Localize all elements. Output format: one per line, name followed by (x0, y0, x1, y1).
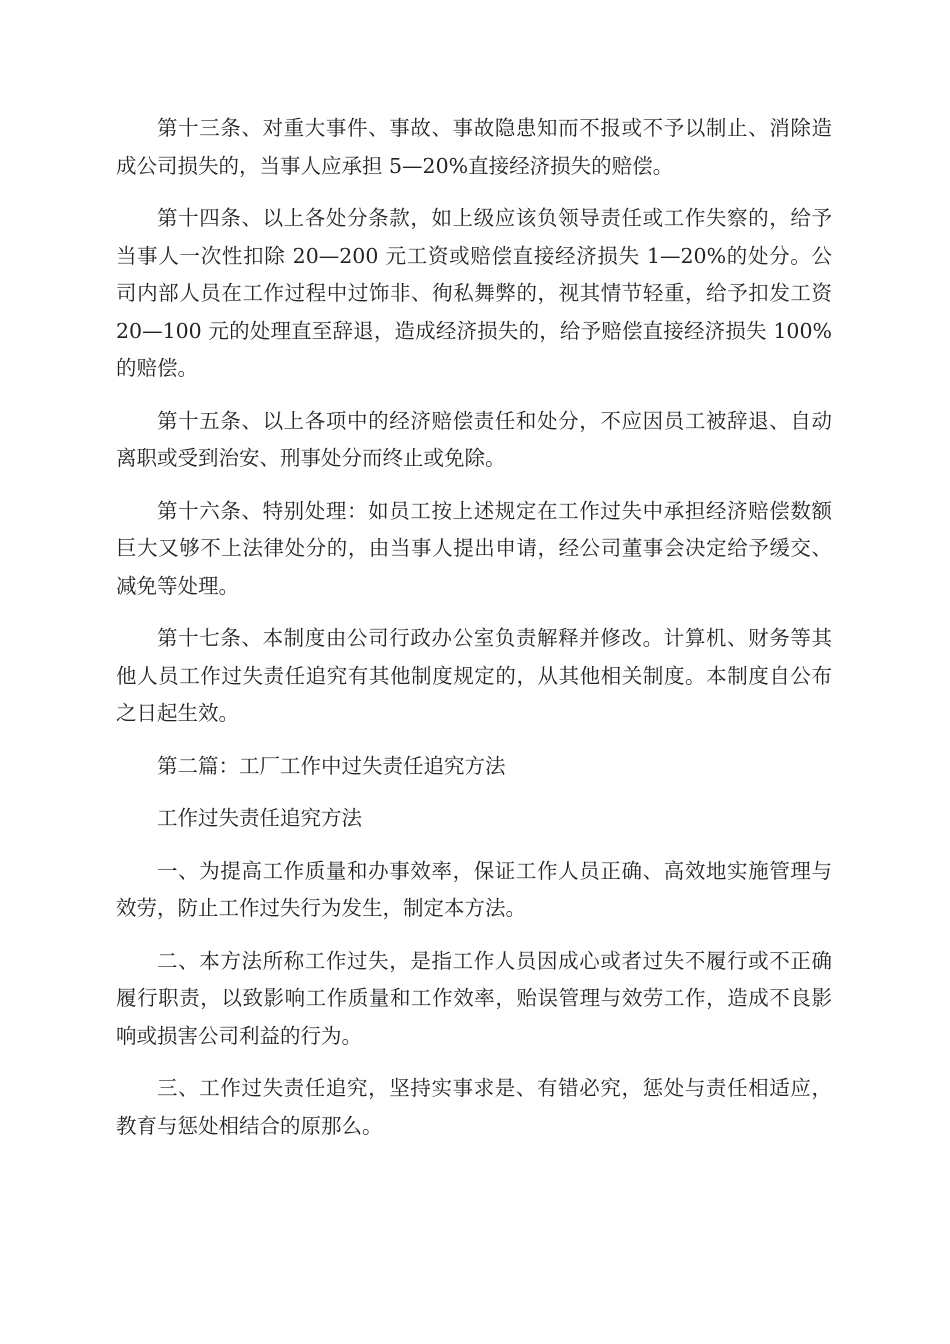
section-heading: 第二篇：工厂工作中过失责任追究方法 (157, 753, 506, 778)
paragraph-article-14: 第十四条、以上各处分条款，如上级应该负领导责任或工作失察的，给予当事人一次性扣除 20—200 元工资或赔偿直接经济损失 1—20%的处分。公司内部人员在工作过程中过饰非、徇私舞弊的，视其情节轻重，给予扣发工资 20—100 元的处理直至辞退，造成经济损失的，给予赔偿直接经济损失 100%的赔偿。 (116, 206, 832, 380)
paragraph-article-16: 第十六条、特别处理：如员工按上述规定在工作过失中承担经济赔偿数额巨大又够不上法律处分的，由当事人提出申请，经公司董事会决定给予缓交、减免等处理。 (116, 498, 832, 598)
document-body (116, 110, 832, 1160)
paragraph-article-13: 第十三条、对重大事件、事故、事故隐患知而不报或不予以制止、消除造成公司损失的，当事人应承担 5—20%直接经济损失的赔偿。 (116, 116, 832, 178)
paragraph-item-2: 二、本方法所称工作过失，是指工作人员因成心或者过失不履行或不正确履行职责，以致影响工作质量和工作效率，贻误管理与效劳工作，造成不良影响或损害公司利益的行为。 (116, 948, 832, 1048)
paragraph-article-17: 第十七条、本制度由公司行政办公室负责解释并修改。计算机、财务等其他人员工作过失责任追究有其他制度规定的，从其他相关制度。本制度自公布之日起生效。 (116, 626, 832, 725)
paragraph-item-1: 一、为提高工作质量和办事效率，保证工作人员正确、高效地实施管理与效劳，防止工作过失行为发生，制定本方法。 (116, 858, 832, 920)
subsection-title: 工作过失责任追究方法 (157, 806, 362, 830)
paragraph-item-3: 三、工作过失责任追究，坚持实事求是、有错必究，惩处与责任相适应，教育与惩处相结合的原那么。 (116, 1076, 832, 1138)
paragraph-article-15: 第十五条、以上各项中的经济赔偿责任和处分，不应因员工被辞退、自动离职或受到治安、刑事处分而终止或免除。 (116, 408, 832, 470)
